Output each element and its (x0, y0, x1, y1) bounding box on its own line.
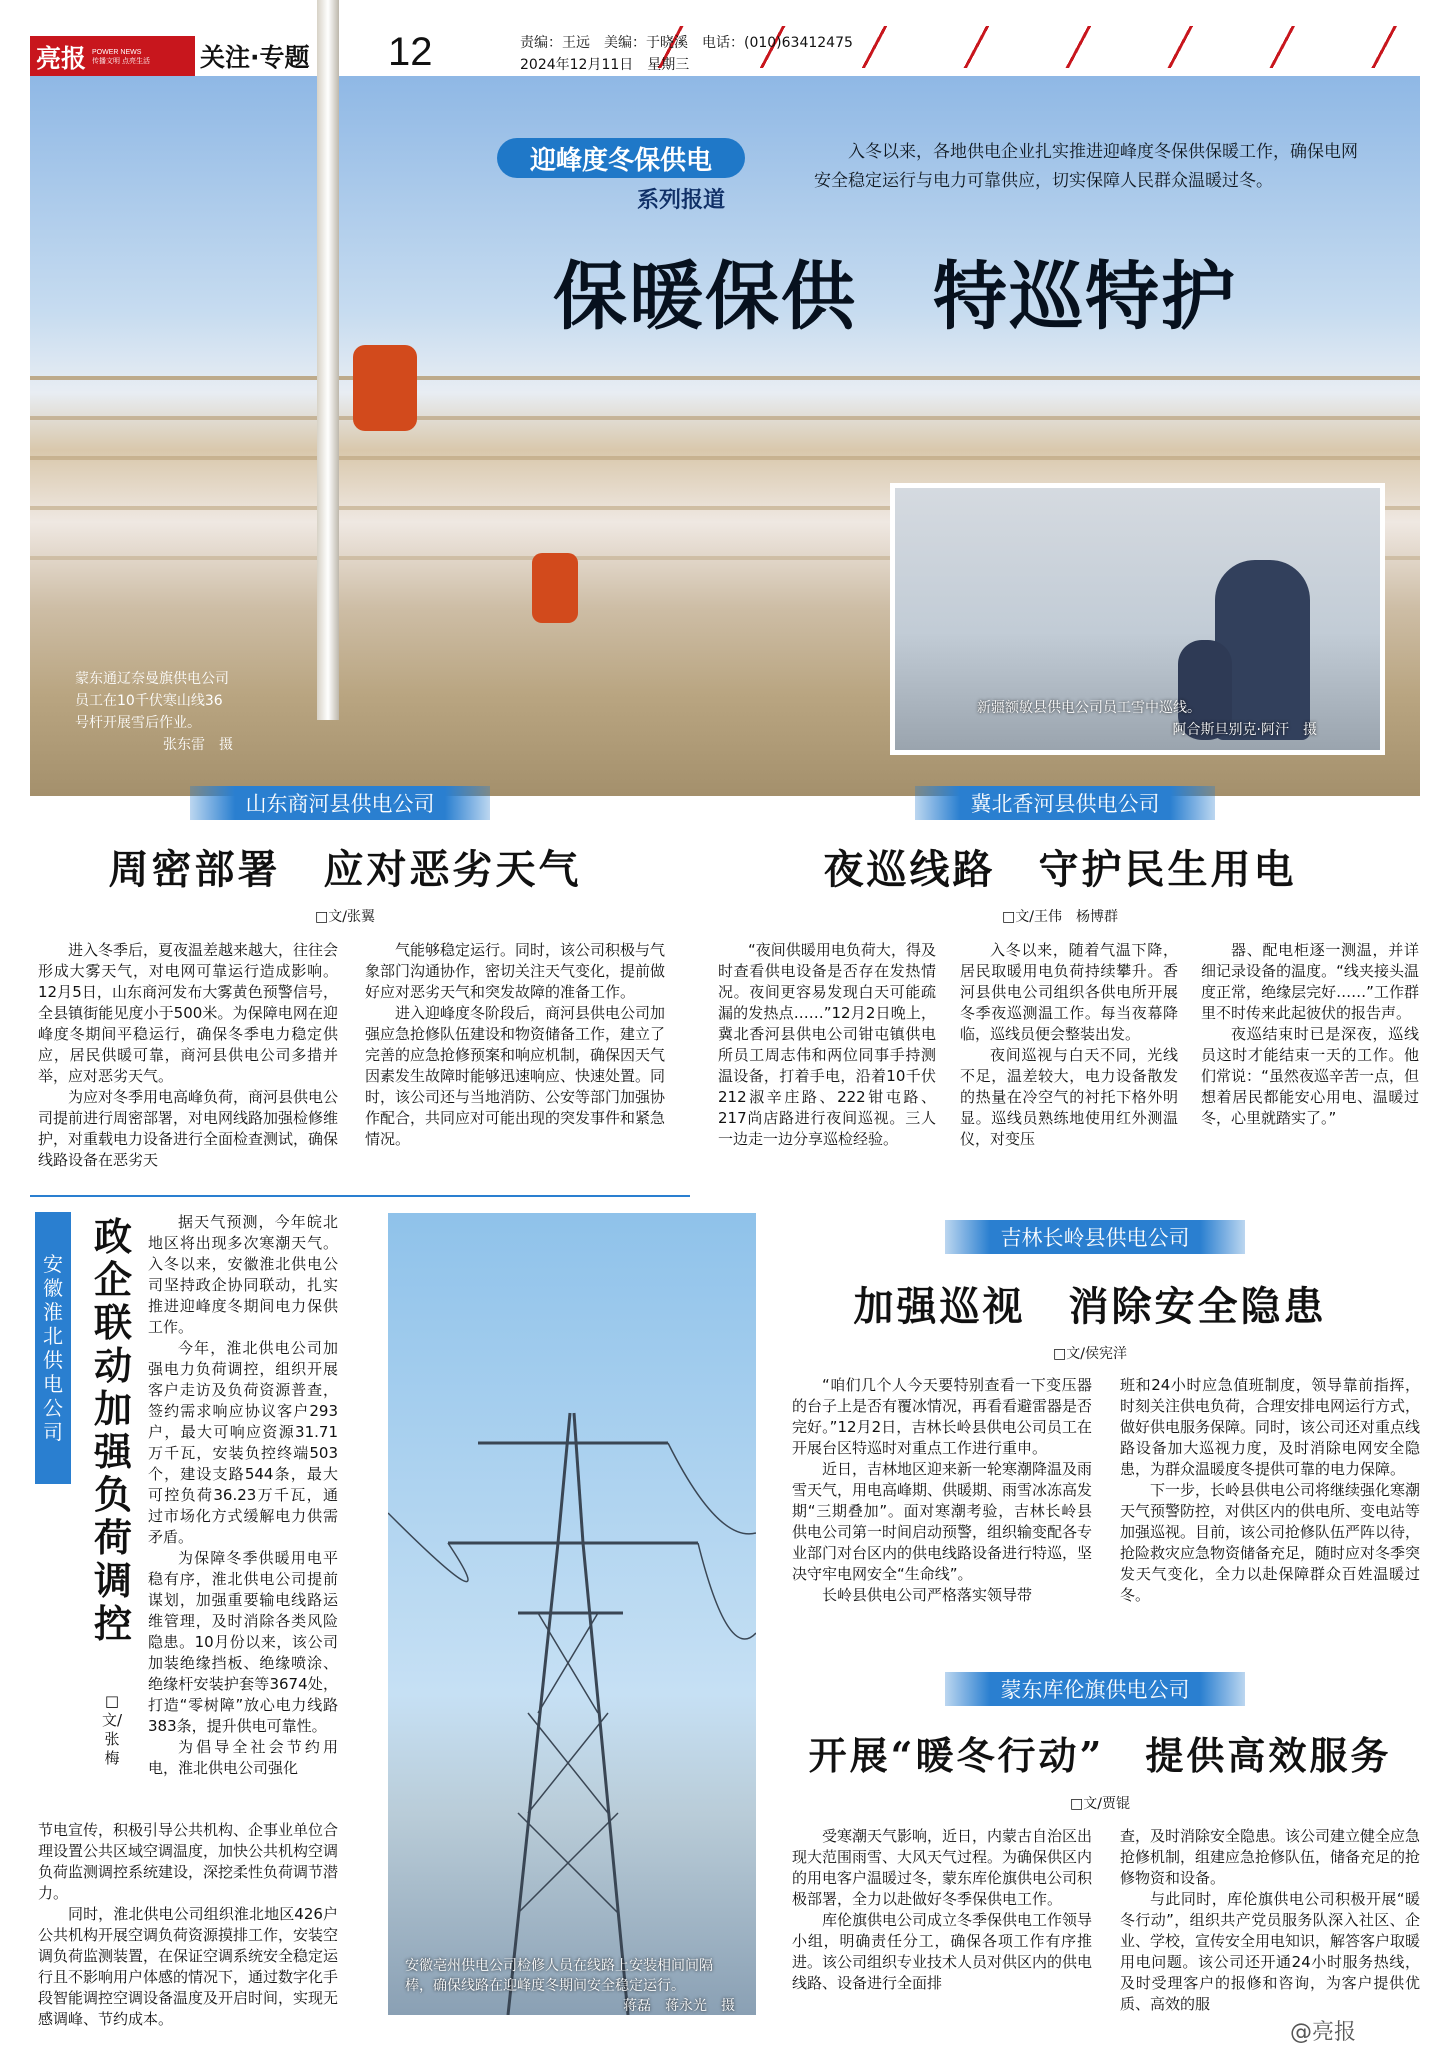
article5-byline: □文/贾锟 (1070, 1796, 1130, 1812)
inset-caption-credit: 阿合斯旦别克·阿汗 摄 (1172, 722, 1317, 738)
ground-worker (532, 553, 578, 623)
pole-worker (353, 345, 417, 431)
article2-tag: 冀北香河县供电公司 (915, 786, 1215, 820)
article4-col2: 班和24小时应急值班制度，领导靠前指挥，时刻关注供电负荷，合理安排电网运行方式，做好供电服务保障。同时，该公司还对重点线路设备加大巡视力度，及时消除电网安全隐患，为群众温暖度冬提供可靠的电力保障。 下一步，长岭县供电公司将继续强化寒潮天气预警防控，对供区内的供电所、变电站等加强巡视。目前，该公司抢修队伍严阵以待，抢险救灾应急物资储备充足，随时应对冬季突发天气变化，全力以赴保障群众百姓温暖过冬。 (1120, 1376, 1421, 1604)
inset-caption (977, 697, 1317, 741)
tower-caption-credit: 蒋磊 蒋永光 摄 (623, 1998, 735, 2014)
article3-byline: □文/张梅 (101, 1692, 123, 1767)
inset-caption-text: 新疆额敏县供电公司员工雪中巡线。 (977, 700, 1201, 716)
article2-byline: □文/王伟 杨博群 (1002, 909, 1118, 925)
article1-title: 周密部署 应对恶劣天气 (108, 846, 582, 893)
article4-col1: “咱们几个人今天要特别查看一下变压器的台子上是否有覆冰情况，再看看避雷器是否完好。”12月2日，吉林长岭县供电公司员工在开展台区特巡时对重点工作进行重申。 近日，吉林地区迎来新一轮寒潮降温及雨雪天气，用电高峰期、供暖期、雨雪冰冻高发期“三期叠加”。面对寒潮考验，吉林长岭县供电公司第一时间启动预警，组织输变配各专业部门对台区内的供电线路设备进行特巡，坚决守牢电网安全“生命线”。 长岭县供电公司严格落实领导带 (792, 1376, 1093, 1604)
article2-col2: 入冬以来，随着气温下降，居民取暖用电负荷持续攀升。香河县供电公司组织各供电所开展冬季夜巡测温工作。每当夜幕降临，巡线员便会整装出发。 夜间巡视与白天不同，光线不足，温差较大，电力设备散发的热量在冷空气的衬托下格外明显。巡线员熟练地使用红外测温仪，对变压 (960, 941, 1178, 1148)
editor-info (520, 32, 853, 76)
article3-col-wide: 节电宣传，积极引导公共机构、企事业单位合理设置公共区域空调温度，加快公共机构空调负荷监测调控系统建设，深挖柔性负荷调节潜力。 同时，淮北供电公司组织淮北地区426户公共机构开展空调负荷资源摸排工作，安装空调负荷监测装置，在保证空调系统安全稳定运行且不影响用户体感的情况下，通过数字化手段智能调控空调设备温度及开启时间，实现无感调峰、节约成本。 (38, 1821, 339, 2028)
section-title: 关注·专题 (200, 43, 310, 72)
hero-caption-credit: 张东雷 摄 (163, 737, 233, 753)
article3-title: 政企联动 加强负荷调控 (93, 1214, 171, 1646)
transmission-tower-graphic (388, 1213, 756, 2015)
logo-sub: POWER NEWS (92, 49, 142, 56)
series-subtitle: 系列报道 (637, 188, 726, 213)
logo-slogan: 传播文明 点亮生活 (92, 58, 150, 65)
article1-col1: 进入冬季后，夏夜温差越来越大，往往会形成大雾天气，对电网可靠运行造成影响。12月5日，山东商河发布大雾黄色预警信号，全县镇街能见度小于500米。为保障电网在迎峰度冬期间平稳运行，确保冬季电力稳定供应，居民供暖可靠，商河县供电公司多措并举，应对恶劣天气。 为应对冬季用电高峰负荷，商河县供电公司提前进行周密部署，对电网线路加强检修维护，对重载电力设备进行全面检查测试，确保线路设备在恶劣天 (38, 941, 339, 1169)
article2-col1: “夜间供暖用电负荷大，得及时查看供电设备是否存在发热情况。夜间更容易发现白天可能疏漏的发热点……”12月2日晚上，冀北香河县供电公司钳屯镇供电所员工周志伟和两位同事手持测温设备，打着手电，沿着10千伏212淑辛庄路、222钳屯路、217尚店路进行夜间巡视。三人一边走一边分享巡检经验。 (718, 941, 936, 1148)
page-number: 12 (388, 30, 433, 74)
article3-col-narrow: 据天气预测，今年皖北地区将出现多次寒潮天气。入冬以来，安徽淮北供电公司坚持政企协同联动，扎实推进迎峰度冬期间电力保供工作。 今年，淮北供电公司加强电力负荷调控，组织开展客户走访及负荷资源普查，签约需求响应协议客户293户，最大可响应资源31.71万千瓦，安装负控终端503个，建设支路544条，最大可控负荷36.23万千瓦，通过市场化方式缓解电力供需矛盾。 为保障冬季供暖用电平稳有序，淮北供电公司提前谋划，加强重要输电线路运维管理，及时消除各类风险隐患。10月份以来，该公司加装绝缘挡板、绝缘喷涂、绝缘杆安装护套等3674处，打造“零树障”放心电力线路383条，提升供电可靠性。 为倡导全社会节约用电，淮北供电公司强化 (148, 1213, 338, 1777)
tower-caption-text: 安徽亳州供电公司检修人员在线路上安装相间间隔棒，确保线路在迎峰度冬期间安全稳定运行。 (405, 1958, 713, 1994)
article2-title: 夜巡线路 守护民生用电 (823, 846, 1297, 893)
divider (30, 1195, 690, 1197)
page-headline: 保暖保供 特巡特护 (553, 254, 1237, 340)
article5-title: 开展“暖冬行动” 提供高效服务 (808, 1733, 1392, 1778)
utility-pole (317, 0, 339, 720)
article4-tag: 吉林长岭县供电公司 (945, 1220, 1245, 1254)
weibo-watermark: @亮报 (1290, 2020, 1357, 2045)
editor-line: 责编：王远 美编：于晓溪 电话：(010)63412475 (520, 35, 853, 51)
series-tag: 迎峰度冬保供电 (497, 138, 745, 178)
article1-col2: 气能够稳定运行。同时，该公司积极与气象部门沟通协作，密切关注天气变化，提前做好应对恶劣天气和突发故障的准备工作。 进入迎峰度冬阶段后，商河县供电公司加强应急抢修队伍建设和物资储备工作，建立了完善的应急抢修预案和响应机制，确保因天气因素发生故障时能够迅速响应、快速处置。同时，该公司还与当地消防、公安等部门加强协作配合，共同应对可能出现的突发事件和紧急情况。 (365, 941, 666, 1148)
article1-byline: □文/张翼 (315, 909, 375, 925)
article5-col1: 受寒潮天气影响，近日，内蒙古自治区出现大范围雨雪、大风天气过程。为确保供区内的用电客户温暖过冬，蒙东库伦旗供电公司积极部署，全力以赴做好冬季保供电工作。 库伦旗供电公司成立冬季保供电工作领导小组，明确责任分工，确保各项工作有序推进。该公司组织专业技术人员对供区内的供电线路、设备进行全面排 (792, 1827, 1093, 1992)
newspaper-logo (30, 36, 195, 78)
article5-col2: 查，及时消除安全隐患。该公司建立健全应急抢修机制，组建应急抢修队伍，储备充足的抢修物资和设备。 与此同时，库伦旗供电公司积极开展“暖冬行动”，组织共产党员服务队深入社区、企业、学校，宣传安全用电知识，解答客户取暖用电问题。该公司还开通24小时服务热线，及时受理客户的报修和咨询，为客户提供优质、高效的服 (1120, 1827, 1421, 2013)
article3-tag: 安徽淮北供电公司 (35, 1212, 71, 1484)
article4-byline: □文/侯宪洋 (1053, 1346, 1127, 1362)
hero-intro: 入冬以来，各地供电企业扎实推进迎峰度冬保供保暖工作，确保电网安全稳定运行与电力可靠供应，切实保障人民群众温暖过冬。 (814, 142, 1358, 191)
tower-caption (405, 1956, 735, 2016)
article1-tag: 山东商河县供电公司 (190, 786, 490, 820)
hero-caption-text: 蒙东通辽奈曼旗供电公司员工在10千伏寒山线36号杆开展雪后作业。 (75, 671, 229, 731)
article4-title: 加强巡视 消除安全隐患 (853, 1283, 1327, 1330)
tower-photo (388, 1213, 756, 2015)
article5-tag: 蒙东库伦旗供电公司 (945, 1672, 1245, 1706)
logo-text: 亮报 (36, 44, 87, 73)
article2-col3: 器、配电柜逐一测温，并详细记录设备的温度。“线夹接头温度正常，绝缘层完好……”工作群里不时传来此起彼伏的报告声。 夜巡结束时已是深夜，巡线员这时才能结束一天的工作。他们常说：“虽然夜巡辛苦一点，但想着居民都能安心用电、温暖过冬，心里就踏实了。” (1201, 941, 1419, 1127)
date-line: 2024年12月11日 星期三 (520, 57, 690, 73)
hero-caption (75, 668, 233, 756)
